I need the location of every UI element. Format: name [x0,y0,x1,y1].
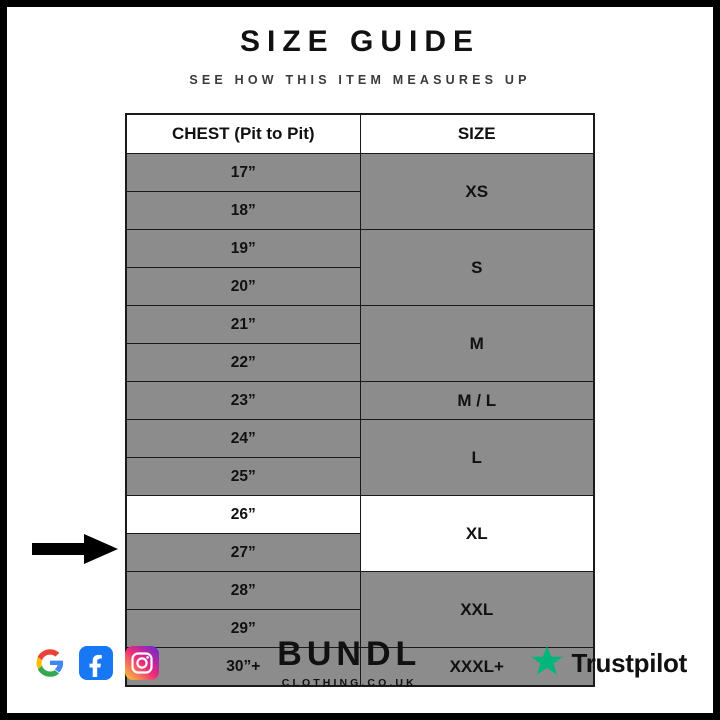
size-table [125,113,595,687]
facebook-icon[interactable] [79,646,113,680]
size-table-wrapper [125,113,595,687]
chest-value: 17” [126,154,360,192]
brand-name: BUNDL [277,635,422,674]
table-row [126,230,594,268]
column-header-chest: CHEST (Pit to Pit) [126,114,360,154]
table-row [126,420,594,458]
table-row [126,382,594,420]
table-row-highlighted [126,496,594,534]
chest-value: 18” [126,192,360,230]
chest-value: 19” [126,230,360,268]
chest-value: 24” [126,420,360,458]
chest-value: 27” [126,534,360,572]
trustpilot-logo[interactable] [530,644,687,683]
size-value: M [360,306,594,382]
size-value: XXXL+ [360,648,594,687]
chest-value: 20” [126,268,360,306]
arrow-indicator-icon [32,534,118,564]
size-value: L [360,420,594,496]
social-links [33,646,159,680]
table-header-row [126,114,594,154]
trustpilot-label: Trustpilot [571,647,687,678]
chest-value: 25” [126,458,360,496]
size-value: XS [360,154,594,230]
page-subtitle: SEE HOW THIS ITEM MEASURES UP [189,73,531,87]
chest-value: 28” [126,572,360,610]
size-value: XXL [360,572,594,648]
size-value: S [360,230,594,306]
instagram-icon[interactable] [125,646,159,680]
chest-value: 22” [126,344,360,382]
size-value: M / L [360,382,594,420]
chest-value: 30”+ [126,648,360,687]
page-title: SIZE GUIDE [239,25,481,58]
footer [7,629,713,697]
chest-value: 29” [126,610,360,648]
brand-domain: CLOTHING.CO.UK [281,676,417,689]
table-row [126,572,594,610]
google-icon[interactable] [33,646,67,680]
chest-value: 21” [126,306,360,344]
chest-value-selected: 26” [126,496,360,534]
star-icon [530,644,564,683]
column-header-size: SIZE [360,114,594,154]
brand-logo [277,637,421,689]
chest-value: 23” [126,382,360,420]
size-value-selected: XL [360,496,594,572]
table-row [126,306,594,344]
table-row [126,154,594,192]
